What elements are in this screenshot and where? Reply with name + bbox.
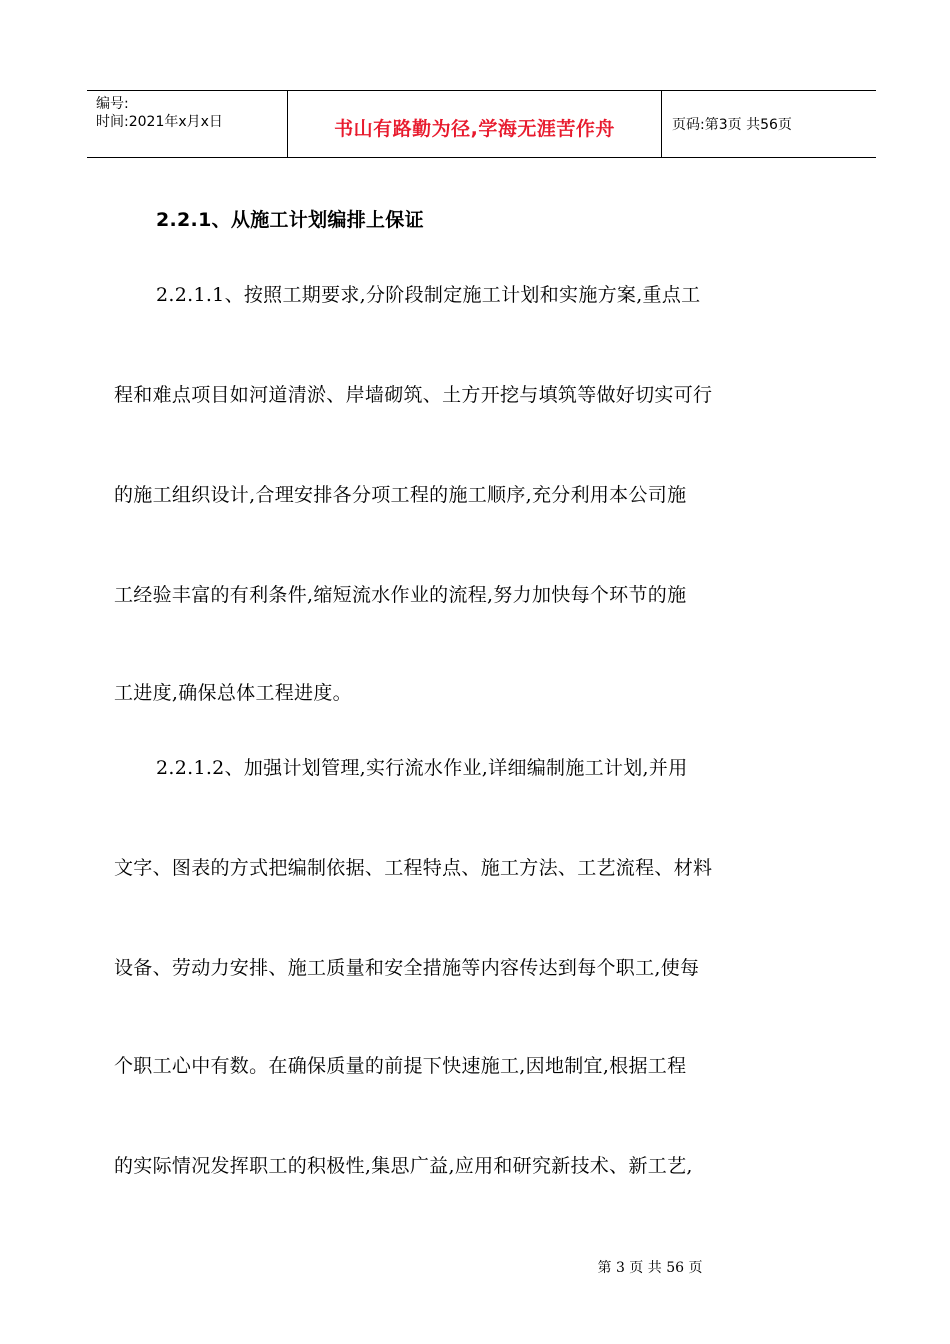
document-date-label: 时间:2021年x月x日: [96, 114, 223, 130]
body-line: 的施工组织设计,合理安排各分项工程的施工顺序,充分利用本公司施: [114, 484, 687, 506]
body-line: 2.2.1.2、加强计划管理,实行流水作业,详细编制施工计划,并用: [156, 757, 688, 779]
body-line: 的实际情况发挥职工的积极性,集思广益,应用和研究新技术、新工艺,: [114, 1155, 693, 1177]
header-meta-cell: [87, 91, 288, 157]
header-page-cell: [662, 91, 876, 157]
footer-page-number: 第 3 页 共 56 页: [597, 1260, 703, 1276]
header-page-info: 页码:第3页 共56页: [672, 117, 792, 133]
body-line: 程和难点项目如河道清淤、岸墙砌筑、土方开挖与填筑等做好切实可行: [114, 384, 713, 406]
body-line: 工进度,确保总体工程进度。: [114, 682, 352, 704]
section-heading: 2.2.1、从施工计划编排上保证: [156, 209, 424, 231]
page-footer: [0, 1257, 950, 1277]
body-line: 设备、劳动力安排、施工质量和安全措施等内容传达到每个职工,使每: [114, 957, 700, 979]
header-motto-cell: [288, 91, 662, 157]
body-line: 2.2.1.1、按照工期要求,分阶段制定施工计划和实施方案,重点工: [156, 284, 701, 306]
document-number-label: 编号:: [96, 96, 129, 112]
page-header: [87, 90, 876, 158]
header-motto: 书山有路勤为径,学海无涯苦作舟: [334, 117, 615, 140]
body-line: 工经验丰富的有利条件,缩短流水作业的流程,努力加快每个环节的施: [114, 584, 687, 606]
body-line: 文字、图表的方式把编制依据、工程特点、施工方法、工艺流程、材料: [114, 857, 713, 879]
body-line: 个职工心中有数。在确保质量的前提下快速施工,因地制宜,根据工程: [114, 1055, 687, 1077]
